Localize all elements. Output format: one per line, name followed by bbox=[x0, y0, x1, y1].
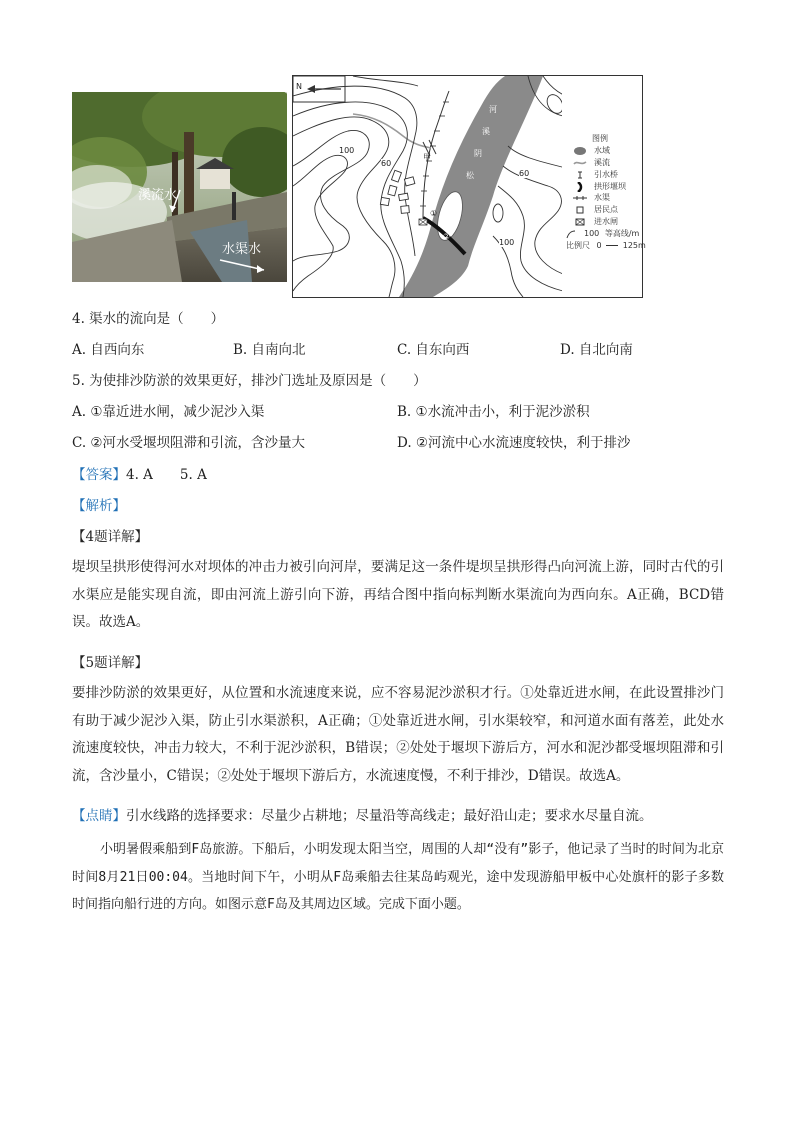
next-passage: 小明暑假乘船到F岛旅游。下船后，小明发现太阳当空，周围的人却“没有”影子，他记录了当时的时间为北京时间8月21日00:04。当地时间下午，小明从F岛乘船去往某岛屿观光，途中发现游船甲板中心处旗杆的影子多数时间指向船行进的方向。如图示意F岛及其周边区域。完成下面小题。 bbox=[72, 842, 724, 913]
river-name-4: 松 bbox=[466, 171, 474, 180]
contour-label-60-east: 60 bbox=[519, 169, 530, 178]
q5-stem: 5. 为使排沙防淤的效果更好，排沙门选址及原因是（ ） bbox=[72, 373, 427, 389]
tip-line bbox=[72, 807, 653, 825]
q4-option-c: C. 自东向西 bbox=[397, 342, 470, 358]
legend-item-bridge: 引水桥 bbox=[566, 169, 646, 181]
map-legend bbox=[566, 133, 646, 252]
river-name-3: 阴 bbox=[474, 149, 482, 158]
detail4-heading: 【4题详解】 bbox=[72, 529, 149, 545]
point-2: ② bbox=[443, 232, 451, 241]
point-1: ① bbox=[430, 209, 438, 218]
legend-scale: 比例尺 0 125m bbox=[566, 241, 646, 251]
answer-line bbox=[72, 466, 207, 484]
point-jia: 甲 bbox=[423, 153, 431, 162]
q5-option-d: D. ②河流中心水流速度较快，利于排沙 bbox=[397, 435, 631, 451]
contour-label-100-west: 100 bbox=[339, 146, 355, 155]
arch-dam-icon bbox=[572, 182, 588, 192]
scale-bar bbox=[606, 245, 618, 246]
photo-label-stream: 溪流水 bbox=[138, 188, 178, 203]
legend-item-canal: 水渠 bbox=[566, 192, 646, 204]
settlement-icon bbox=[572, 205, 588, 215]
legend-title: 图例 bbox=[592, 134, 608, 143]
stream bbox=[353, 114, 431, 148]
detail5-text: 要排沙防淤的效果更好，从位置和水流速度来说，应不容易泥沙淤积才行。①处靠近进水闸，在此设置排沙门有助于减少泥沙入渠，防止引水渠淤积，A正确；①处靠近进水闸，引水渠较窄，和河道水面有落差，此处水流速度较快，冲击力较大，不利于泥沙淤积，B错误；②处处于堰坝下游后方，河水和泥沙都受堰坝阻滞和引流，含沙量小，C错误；②处处于堰坝下游后方，水流速度慢，不利于排沙，D错误。故选A。 bbox=[72, 685, 724, 784]
legend-item-settlement: 居民点 bbox=[566, 204, 646, 216]
q5-option-c: C. ②河水受堰坝阻滞和引流，含沙量大 bbox=[72, 435, 306, 451]
river-name-1: 河 bbox=[489, 105, 497, 114]
detail5-heading: 【5题详解】 bbox=[72, 655, 149, 671]
stream-icon bbox=[572, 158, 588, 168]
legend-item-stream: 溪流 bbox=[566, 157, 646, 169]
answer-text: 4. A 5. A bbox=[126, 467, 207, 483]
q4-stem: 4. 渠水的流向是（ ） bbox=[72, 311, 225, 327]
legend-item-contour: 100 等高线/m bbox=[566, 228, 646, 240]
contour-label-60-west: 60 bbox=[381, 159, 392, 168]
aqueduct-bridge-icon bbox=[572, 170, 588, 180]
contour-line-icon bbox=[566, 229, 576, 239]
detail4-text: 堤坝呈拱形使得河水对坝体的冲击力被引向河岸，要满足这一条件堤坝呈拱形得凸向河流上游，同时古代的引水渠应是能实现自流，即由河流上游引向下游，再结合图中指向标判断水渠流向为西向东。A正确，BCD错误。故选A。 bbox=[72, 559, 724, 631]
q4-option-a: A. 自西向东 bbox=[72, 342, 145, 358]
tip-text: 引水线路的选择要求：尽量少占耕地；尽量沿等高线走；最好沿山走；要求水尽量自流。 bbox=[126, 808, 653, 824]
legend-item-water: 水域 bbox=[566, 145, 646, 157]
canal-icon bbox=[572, 193, 588, 203]
tip-label: 【点睛】 bbox=[72, 808, 126, 824]
north-label: N bbox=[296, 82, 302, 91]
water-area-icon bbox=[572, 146, 588, 156]
intake-sluice-legend-icon bbox=[572, 217, 588, 227]
answer-label: 【答案】 bbox=[72, 467, 126, 483]
legend-item-sluice: 进水闸 bbox=[566, 216, 646, 228]
photo-label-canal: 水渠水 bbox=[222, 242, 262, 257]
q5-option-a: A. ①靠近进水闸，减少泥沙入渠 bbox=[72, 404, 265, 420]
q5-option-b: B. ①水流冲击小，利于泥沙淤积 bbox=[397, 404, 590, 420]
q4-option-d: D. 自北向南 bbox=[560, 342, 633, 358]
contour-label-100-east: 100 bbox=[499, 238, 515, 247]
legend-item-dam: 拱形堰坝 bbox=[566, 181, 646, 193]
stream-photo bbox=[72, 92, 287, 282]
analysis-label: 【解析】 bbox=[72, 498, 126, 514]
river-name-2: 溪 bbox=[482, 127, 490, 136]
q4-option-b: B. 自南向北 bbox=[233, 342, 306, 358]
